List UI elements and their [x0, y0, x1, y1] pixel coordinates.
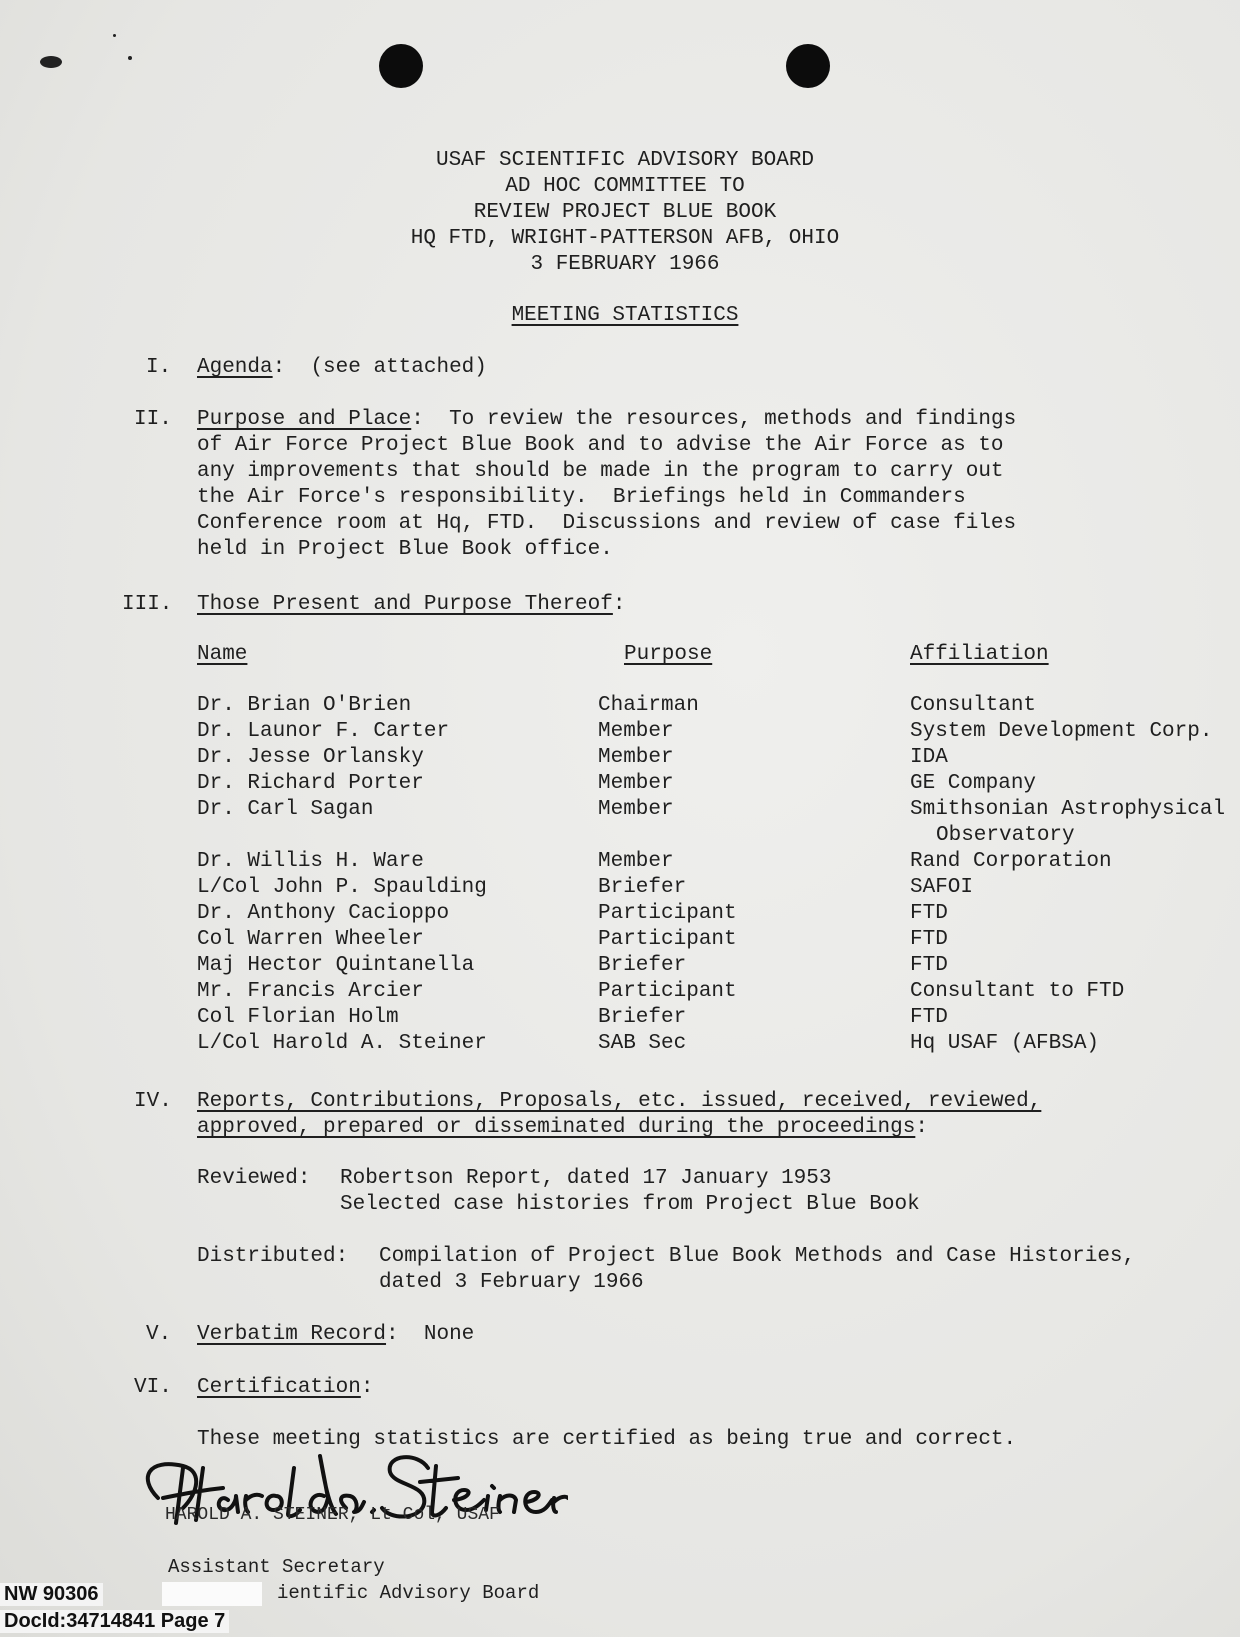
section-2-number: II.	[134, 408, 172, 431]
table-row-name: L/Col Harold A. Steiner	[197, 1032, 487, 1055]
distributed-label: Distributed:	[197, 1245, 349, 1268]
table-row-affiliation: Rand Corporation	[910, 850, 1112, 873]
section-2-line-6: held in Project Blue Book office.	[197, 538, 613, 561]
ink-speck	[128, 56, 132, 60]
section-2-line-1	[197, 407, 1016, 433]
table-row-name: Dr. Carl Sagan	[197, 798, 374, 821]
table-row-name: Maj Hector Quintanella	[197, 954, 475, 977]
table-row-name: Dr. Willis H. Ware	[197, 850, 424, 873]
section-1-text: (see attached)	[310, 356, 487, 379]
header-line-5: 3 FEBRUARY 1966	[530, 253, 720, 276]
certification-text: These meeting statistics are certified as being true and correct.	[197, 1428, 1017, 1451]
table-row-name: Dr. Anthony Cacioppo	[197, 902, 450, 925]
section-5-line	[197, 1322, 474, 1348]
table-header-name: Name	[197, 643, 248, 666]
archive-nw-number: NW 90306	[0, 1583, 103, 1606]
reviewed-item-2: Selected case histories from Project Blue Book	[340, 1193, 920, 1216]
section-1-label: Agenda	[197, 356, 273, 379]
section-4-colon: :	[915, 1116, 928, 1139]
table-header-purpose: Purpose	[624, 643, 713, 666]
table-row-affiliation: FTD	[910, 1006, 948, 1029]
archive-docid	[0, 1610, 229, 1633]
section-1-colon: :	[272, 356, 286, 379]
section-2-line-2: of Air Force Project Blue Book and to advise the Air Force as to	[197, 434, 1004, 457]
header-line-2: AD HOC COMMITTEE TO	[505, 175, 745, 198]
table-row-affiliation: GE Company	[910, 772, 1037, 795]
section-1-line	[197, 355, 487, 381]
table-row-affiliation: System Development Corp.	[910, 720, 1213, 743]
table-header-affiliation: Affiliation	[910, 643, 1049, 666]
section-2-text-1: To review the resources, methods and findings	[449, 408, 1017, 431]
reviewed-label: Reviewed:	[197, 1167, 311, 1190]
section-5-number: V.	[146, 1323, 172, 1346]
section-2-label: Purpose and Place	[197, 408, 412, 431]
signer-organization: ientific Advisory Board	[277, 1582, 540, 1604]
table-row-affiliation: Hq USAF (AFBSA)	[910, 1032, 1100, 1055]
table-row-affiliation: Consultant to FTD	[910, 980, 1125, 1003]
header-line-4: HQ FTD, WRIGHT-PATTERSON AFB, OHIO	[410, 227, 840, 250]
archive-page-number: Page 7	[160, 1610, 226, 1632]
section-4-number: IV.	[134, 1090, 172, 1113]
table-row-purpose: Member	[598, 720, 674, 743]
table-row-name: Col Warren Wheeler	[197, 928, 424, 951]
table-row-name: Dr. Brian O'Brien	[197, 694, 412, 717]
table-row-affiliation-cont: Observatory	[936, 824, 1075, 847]
section-5-colon: :	[386, 1323, 399, 1346]
section-4-line-2	[197, 1115, 928, 1141]
section-6-number: VI.	[134, 1376, 172, 1399]
table-row-purpose: SAB Sec	[598, 1032, 687, 1055]
table-row-purpose: Briefer	[598, 954, 687, 977]
table-row-purpose: Briefer	[598, 1006, 687, 1029]
table-row-purpose: Member	[598, 746, 674, 769]
table-row-affiliation: IDA	[910, 746, 948, 769]
table-row-purpose: Member	[598, 798, 674, 821]
table-row-affiliation: Consultant	[910, 694, 1037, 717]
section-5-text: None	[423, 1323, 475, 1346]
table-row-name: Mr. Francis Arcier	[197, 980, 424, 1003]
punch-hole-left	[379, 44, 423, 88]
section-6-colon: :	[360, 1376, 374, 1399]
section-3-line	[197, 592, 625, 618]
table-row-name: Col Florian Holm	[197, 1006, 399, 1029]
archive-docid-text: DocId:34714841	[4, 1610, 156, 1632]
table-row-name: Dr. Launor F. Carter	[197, 720, 450, 743]
section-3-number: III.	[122, 593, 173, 616]
table-row-purpose: Participant	[598, 902, 737, 925]
table-row-purpose: Participant	[598, 980, 737, 1003]
header-line-1: USAF SCIENTIFIC ADVISORY BOARD	[435, 149, 815, 172]
table-row-affiliation: FTD	[910, 954, 948, 977]
section-1-number: I.	[146, 356, 172, 379]
redaction-block	[162, 1582, 262, 1606]
table-row-purpose: Member	[598, 850, 674, 873]
handwritten-signature	[128, 1438, 568, 1548]
table-row-purpose: Chairman	[598, 694, 699, 717]
section-3-colon: :	[612, 593, 626, 616]
distributed-item-2: dated 3 February 1966	[379, 1271, 644, 1294]
signer-typed-name: HAROLD A. STEINER, Lt Col, USAF	[165, 1505, 500, 1525]
section-4-line-1: Reports, Contributions, Proposals, etc. issued, received, reviewed,	[197, 1090, 1042, 1113]
document-subtitle: MEETING STATISTICS	[511, 304, 739, 327]
distributed-item-1: Compilation of Project Blue Book Methods and Case Histories,	[379, 1245, 1136, 1268]
table-row-name: Dr. Richard Porter	[197, 772, 424, 795]
ink-speck	[113, 34, 116, 37]
section-2-line-5: Conference room at Hq, FTD. Discussions and review of case files	[197, 512, 1017, 535]
table-row-affiliation: FTD	[910, 928, 948, 951]
header-line-3: REVIEW PROJECT BLUE BOOK	[473, 201, 777, 224]
section-4-label: approved, prepared or disseminated during the proceedings	[197, 1116, 916, 1139]
table-row-name: Dr. Jesse Orlansky	[197, 746, 424, 769]
section-5-label: Verbatim Record	[197, 1323, 387, 1346]
table-row-purpose: Member	[598, 772, 674, 795]
section-2-line-4: the Air Force's responsibility. Briefings held in Commanders	[197, 486, 966, 509]
table-row-affiliation: FTD	[910, 902, 948, 925]
table-row-affiliation: Smithsonian Astrophysical	[910, 798, 1226, 821]
section-3-label: Those Present and Purpose Thereof	[197, 593, 613, 616]
table-row-purpose: Briefer	[598, 876, 687, 899]
table-row-purpose: Participant	[598, 928, 737, 951]
section-2-line-3: any improvements that should be made in the program to carry out	[197, 460, 1004, 483]
table-row-affiliation: SAFOI	[910, 876, 974, 899]
section-2-colon: :	[411, 408, 424, 431]
section-6-label: Certification	[197, 1376, 361, 1399]
punch-hole-right	[786, 44, 830, 88]
signer-title: Assistant Secretary	[168, 1556, 385, 1578]
reviewed-item-1: Robertson Report, dated 17 January 1953	[340, 1167, 832, 1190]
ink-speck	[40, 56, 62, 68]
table-row-name: L/Col John P. Spaulding	[197, 876, 487, 899]
section-6-line	[197, 1375, 373, 1401]
